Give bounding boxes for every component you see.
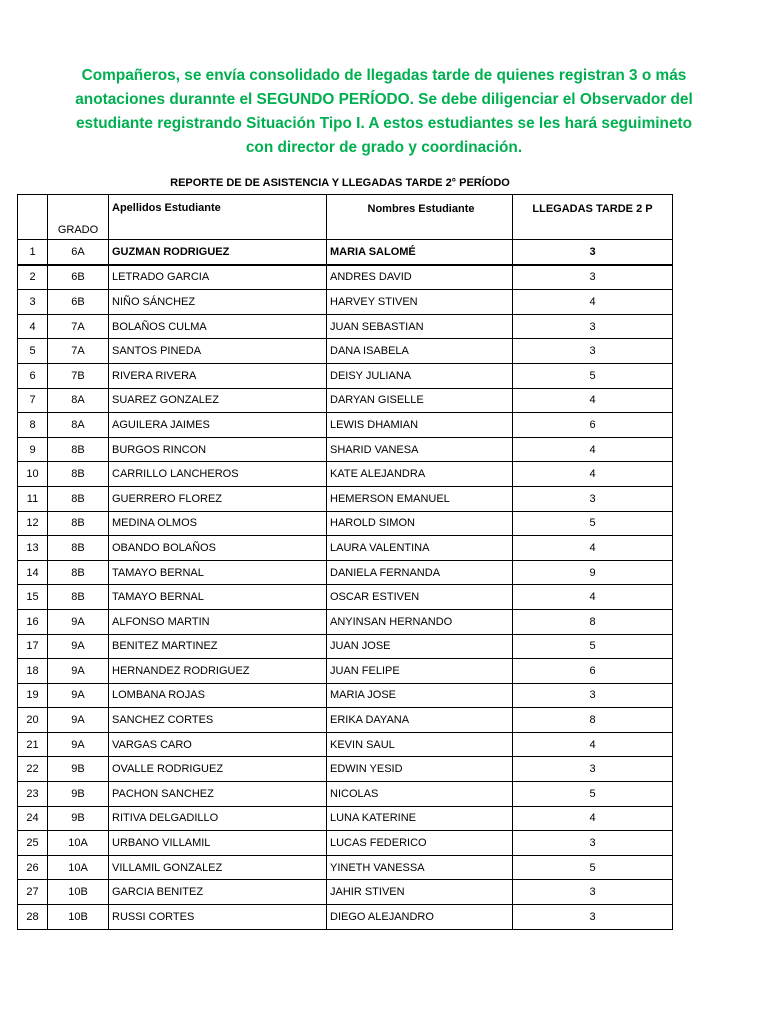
row-apellidos: AGUILERA JAIMES — [109, 413, 327, 438]
row-grado: 8B — [48, 437, 109, 462]
row-number: 27 — [18, 880, 48, 905]
row-llegadas: 5 — [513, 782, 673, 807]
row-grado: 9A — [48, 708, 109, 733]
row-grado: 7A — [48, 339, 109, 364]
row-llegadas: 3 — [513, 339, 673, 364]
table-row — [18, 536, 673, 561]
row-number: 11 — [18, 486, 48, 511]
table-row — [18, 782, 673, 807]
table-row — [18, 708, 673, 733]
row-grado: 10A — [48, 855, 109, 880]
row-grado: 8B — [48, 560, 109, 585]
header-apellidos: Apellidos Estudiante — [109, 195, 327, 240]
row-nombres: SHARID VANESA — [327, 437, 513, 462]
header-llegadas: LLEGADAS TARDE 2 P — [513, 195, 673, 240]
row-apellidos: LOMBANA ROJAS — [109, 683, 327, 708]
row-apellidos: LETRADO GARCIA — [109, 265, 327, 290]
row-number: 16 — [18, 609, 48, 634]
row-grado: 8A — [48, 413, 109, 438]
row-apellidos: NIÑO SÁNCHEZ — [109, 290, 327, 315]
row-number: 20 — [18, 708, 48, 733]
row-llegadas: 5 — [513, 511, 673, 536]
table-row — [18, 437, 673, 462]
row-nombres: HARVEY STIVEN — [327, 290, 513, 315]
row-llegadas: 3 — [513, 757, 673, 782]
row-number: 23 — [18, 782, 48, 807]
report-title: REPORTE DE DE ASISTENCIA Y LLEGADAS TARDE 2° PERÍODO — [170, 177, 510, 189]
table-row — [18, 831, 673, 856]
row-nombres: HEMERSON EMANUEL — [327, 486, 513, 511]
row-apellidos: GUZMAN RODRIGUEZ — [109, 240, 327, 265]
row-grado: 9A — [48, 634, 109, 659]
table-row — [18, 757, 673, 782]
late-arrivals-table — [17, 194, 673, 930]
table-row — [18, 609, 673, 634]
row-grado: 6B — [48, 265, 109, 290]
row-llegadas: 3 — [513, 265, 673, 290]
row-nombres: ANDRES DAVID — [327, 265, 513, 290]
row-apellidos: URBANO VILLAMIL — [109, 831, 327, 856]
table-row — [18, 905, 673, 930]
row-apellidos: GARCIA BENITEZ — [109, 880, 327, 905]
row-number: 6 — [18, 363, 48, 388]
table-row — [18, 511, 673, 536]
row-apellidos: BURGOS RINCON — [109, 437, 327, 462]
header-nombres: Nombres Estudiante — [327, 195, 513, 240]
row-llegadas: 3 — [513, 314, 673, 339]
row-number: 24 — [18, 806, 48, 831]
table-row — [18, 462, 673, 487]
row-nombres: LAURA VALENTINA — [327, 536, 513, 561]
row-grado: 6B — [48, 290, 109, 315]
row-apellidos: RIVERA RIVERA — [109, 363, 327, 388]
row-nombres: EDWIN YESID — [327, 757, 513, 782]
row-llegadas: 4 — [513, 585, 673, 610]
row-nombres: DEISY JULIANA — [327, 363, 513, 388]
notice-line: Compañeros, se envía consolidado de llegadas tarde de quienes registran 3 o más — [81, 67, 687, 84]
table-row — [18, 388, 673, 413]
row-llegadas: 9 — [513, 560, 673, 585]
row-llegadas: 3 — [513, 683, 673, 708]
row-nombres: ANYINSAN HERNANDO — [327, 609, 513, 634]
row-number: 19 — [18, 683, 48, 708]
row-nombres: JUAN JOSE — [327, 634, 513, 659]
row-nombres: DARYAN GISELLE — [327, 388, 513, 413]
table-row — [18, 240, 673, 265]
row-nombres: LEWIS DHAMIAN — [327, 413, 513, 438]
row-number: 4 — [18, 314, 48, 339]
row-llegadas: 4 — [513, 536, 673, 561]
row-number: 7 — [18, 388, 48, 413]
row-number: 18 — [18, 659, 48, 684]
row-llegadas: 5 — [513, 855, 673, 880]
row-number: 10 — [18, 462, 48, 487]
row-grado: 9A — [48, 609, 109, 634]
row-llegadas: 6 — [513, 413, 673, 438]
row-apellidos: TAMAYO BERNAL — [109, 585, 327, 610]
row-grado: 10B — [48, 905, 109, 930]
row-grado: 8B — [48, 585, 109, 610]
table-row — [18, 413, 673, 438]
row-nombres: YINETH VANESSA — [327, 855, 513, 880]
row-nombres: JUAN FELIPE — [327, 659, 513, 684]
row-apellidos: TAMAYO BERNAL — [109, 560, 327, 585]
row-llegadas: 4 — [513, 462, 673, 487]
row-apellidos: OVALLE RODRIGUEZ — [109, 757, 327, 782]
row-nombres: MARIA JOSE — [327, 683, 513, 708]
row-llegadas: 3 — [513, 240, 673, 265]
row-apellidos: BENITEZ MARTINEZ — [109, 634, 327, 659]
row-grado: 9A — [48, 732, 109, 757]
row-apellidos: MEDINA OLMOS — [109, 511, 327, 536]
row-llegadas: 4 — [513, 290, 673, 315]
row-llegadas: 5 — [513, 634, 673, 659]
table-row — [18, 855, 673, 880]
row-grado: 10A — [48, 831, 109, 856]
row-nombres: DANIELA FERNANDA — [327, 560, 513, 585]
table-row — [18, 683, 673, 708]
row-llegadas: 4 — [513, 388, 673, 413]
row-llegadas: 3 — [513, 486, 673, 511]
notice-message — [40, 64, 728, 160]
row-nombres: LUCAS FEDERICO — [327, 831, 513, 856]
row-grado: 6A — [48, 240, 109, 265]
row-llegadas: 5 — [513, 363, 673, 388]
row-apellidos: SUAREZ GONZALEZ — [109, 388, 327, 413]
row-grado: 8B — [48, 462, 109, 487]
row-apellidos: VARGAS CARO — [109, 732, 327, 757]
row-apellidos: SANCHEZ CORTES — [109, 708, 327, 733]
row-grado: 9A — [48, 659, 109, 684]
row-llegadas: 3 — [513, 831, 673, 856]
row-number: 17 — [18, 634, 48, 659]
row-nombres: MARIA SALOMÉ — [327, 240, 513, 265]
row-grado: 8B — [48, 486, 109, 511]
row-number: 8 — [18, 413, 48, 438]
table-row — [18, 486, 673, 511]
table-row — [18, 880, 673, 905]
row-number: 2 — [18, 265, 48, 290]
table-row — [18, 314, 673, 339]
row-number: 1 — [18, 240, 48, 265]
row-nombres: HAROLD SIMON — [327, 511, 513, 536]
table-row — [18, 290, 673, 315]
row-number: 13 — [18, 536, 48, 561]
row-apellidos: VILLAMIL GONZALEZ — [109, 855, 327, 880]
row-llegadas: 4 — [513, 732, 673, 757]
table-row — [18, 659, 673, 684]
row-number: 9 — [18, 437, 48, 462]
row-llegadas: 3 — [513, 905, 673, 930]
table-row — [18, 806, 673, 831]
row-number: 14 — [18, 560, 48, 585]
row-number: 12 — [18, 511, 48, 536]
row-number: 26 — [18, 855, 48, 880]
table-row — [18, 560, 673, 585]
row-nombres: DANA ISABELA — [327, 339, 513, 364]
row-grado: 8A — [48, 388, 109, 413]
row-number: 25 — [18, 831, 48, 856]
header-grado: GRADO — [48, 195, 109, 240]
row-apellidos: HERNANDEZ RODRIGUEZ — [109, 659, 327, 684]
row-llegadas: 3 — [513, 880, 673, 905]
notice-line: con director de grado y coordinación. — [245, 139, 523, 156]
row-grado: 8B — [48, 536, 109, 561]
row-number: 3 — [18, 290, 48, 315]
row-llegadas: 4 — [513, 806, 673, 831]
header-number — [18, 195, 48, 240]
row-number: 15 — [18, 585, 48, 610]
notice-line: anotaciones durannte el SEGUNDO PERÍODO. Se debe diligenciar el Observador del — [75, 91, 693, 108]
row-apellidos: RITIVA DELGADILLO — [109, 806, 327, 831]
table-row — [18, 634, 673, 659]
row-llegadas: 8 — [513, 708, 673, 733]
row-llegadas: 6 — [513, 659, 673, 684]
row-nombres: KATE ALEJANDRA — [327, 462, 513, 487]
row-llegadas: 4 — [513, 437, 673, 462]
table-row — [18, 363, 673, 388]
row-apellidos: GUERRERO FLOREZ — [109, 486, 327, 511]
table-header-row — [18, 195, 673, 240]
row-apellidos: SANTOS PINEDA — [109, 339, 327, 364]
row-number: 22 — [18, 757, 48, 782]
table-row — [18, 585, 673, 610]
row-grado: 9B — [48, 806, 109, 831]
table-body — [18, 240, 673, 930]
table-row — [18, 732, 673, 757]
row-nombres: ERIKA DAYANA — [327, 708, 513, 733]
row-nombres: KEVIN SAUL — [327, 732, 513, 757]
row-nombres: LUNA KATERINE — [327, 806, 513, 831]
row-apellidos: PACHON SANCHEZ — [109, 782, 327, 807]
row-nombres: DIEGO ALEJANDRO — [327, 905, 513, 930]
notice-line: estudiante registrando Situación Tipo I. A estos estudiantes se les hará seguimineto — [75, 115, 693, 132]
row-apellidos: OBANDO BOLAÑOS — [109, 536, 327, 561]
row-nombres: OSCAR ESTIVEN — [327, 585, 513, 610]
row-number: 5 — [18, 339, 48, 364]
table-row — [18, 339, 673, 364]
row-grado: 9B — [48, 782, 109, 807]
row-grado: 8B — [48, 511, 109, 536]
row-apellidos: ALFONSO MARTIN — [109, 609, 327, 634]
row-grado: 9B — [48, 757, 109, 782]
row-apellidos: RUSSI CORTES — [109, 905, 327, 930]
row-number: 28 — [18, 905, 48, 930]
row-grado: 7A — [48, 314, 109, 339]
row-grado: 10B — [48, 880, 109, 905]
table-row — [18, 265, 673, 290]
row-apellidos: CARRILLO LANCHEROS — [109, 462, 327, 487]
row-nombres: JUAN SEBASTIAN — [327, 314, 513, 339]
row-grado: 9A — [48, 683, 109, 708]
row-llegadas: 8 — [513, 609, 673, 634]
row-number: 21 — [18, 732, 48, 757]
row-nombres: JAHIR STIVEN — [327, 880, 513, 905]
row-apellidos: BOLAÑOS CULMA — [109, 314, 327, 339]
row-grado: 7B — [48, 363, 109, 388]
row-nombres: NICOLAS — [327, 782, 513, 807]
